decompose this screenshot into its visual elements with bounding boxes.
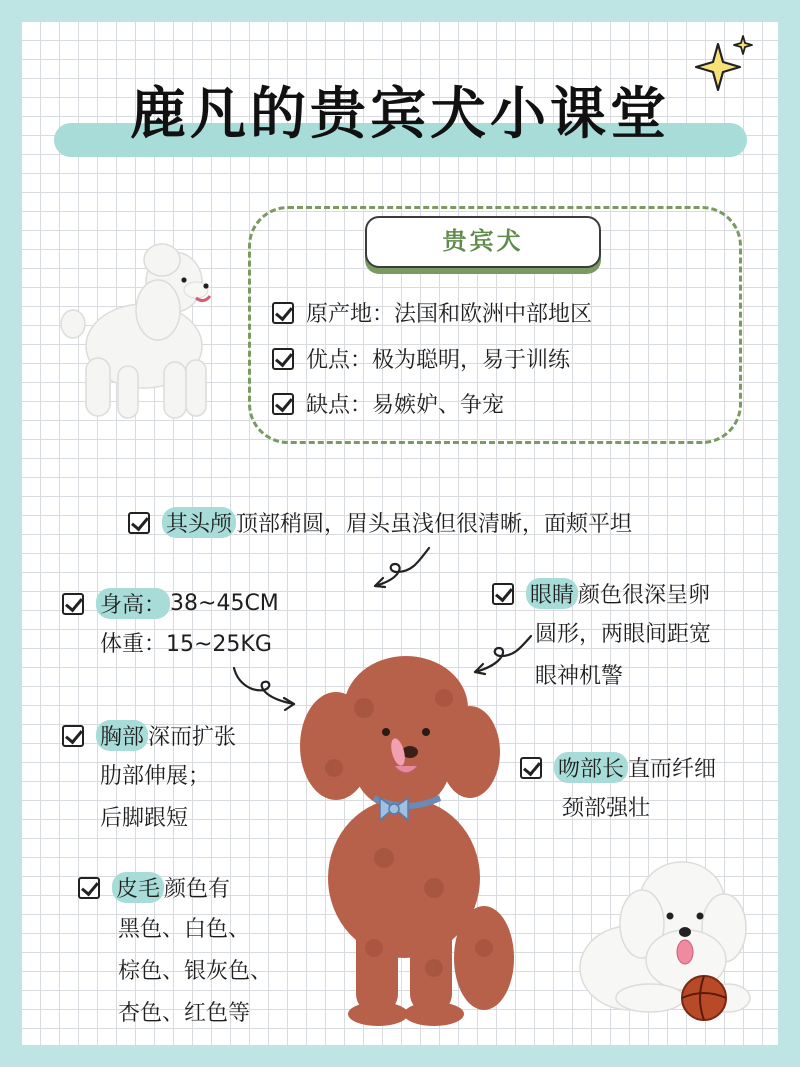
check-icon bbox=[62, 593, 84, 615]
curly-arrow-icon bbox=[367, 542, 437, 592]
trait-chest-line2: 肋部伸展； bbox=[100, 764, 211, 789]
white-poodle-with-ball-image bbox=[578, 848, 758, 1024]
trait-muzzle-highlight: 吻部长 bbox=[554, 752, 628, 783]
check-icon bbox=[520, 757, 542, 779]
trait-chest-line3: 后脚跟短 bbox=[100, 806, 189, 831]
sparkle-icon bbox=[688, 34, 758, 94]
trait-muzzle-text: 直而纤细 bbox=[628, 757, 717, 782]
info-item-label: 缺点：易嫉妒、争宠 bbox=[306, 393, 505, 418]
check-icon bbox=[272, 348, 294, 370]
info-item-pros bbox=[272, 343, 570, 374]
trait-chest-text: 深而扩张 bbox=[148, 725, 237, 750]
check-icon bbox=[492, 583, 514, 605]
trait-coat-line2: 黑色、白色、 bbox=[118, 917, 251, 942]
brown-poodle-image bbox=[294, 648, 518, 1028]
trait-head-text: 顶部稍圆，眉头虽浅但很清晰，面颊平坦 bbox=[236, 512, 633, 537]
trait-coat-text: 颜色有 bbox=[164, 877, 231, 902]
trait-coat bbox=[78, 872, 230, 903]
trait-chest-highlight: 胸部 bbox=[96, 720, 148, 751]
breed-tag: 贵宾犬 bbox=[365, 216, 601, 268]
trait-muzzle bbox=[520, 752, 716, 783]
trait-head-highlight: 其头颅 bbox=[162, 507, 236, 538]
trait-eyes bbox=[492, 578, 710, 609]
check-icon bbox=[272, 393, 294, 415]
poster-sheet bbox=[22, 22, 778, 1045]
info-item-origin bbox=[272, 297, 592, 328]
trait-eyes-line3: 眼神机警 bbox=[535, 664, 624, 689]
trait-coat-line3: 棕色、银灰色、 bbox=[118, 959, 273, 984]
trait-eyes-text: 颜色很深呈卵 bbox=[578, 583, 711, 608]
trait-coat-highlight: 皮毛 bbox=[112, 872, 164, 903]
trait-weight: 体重：15~25KG bbox=[100, 632, 272, 657]
trait-height bbox=[62, 588, 279, 619]
trait-height-value: 38~45CM bbox=[170, 591, 279, 616]
info-item-cons bbox=[272, 388, 504, 419]
trait-eyes-line2: 圆形，两眼间距宽 bbox=[535, 622, 712, 647]
trait-coat-line4: 杏色、红色等 bbox=[118, 1001, 251, 1026]
trait-height-highlight: 身高： bbox=[96, 588, 170, 619]
curly-arrow-icon bbox=[228, 662, 300, 712]
trait-chest bbox=[62, 720, 236, 751]
white-poodle-standing-image bbox=[46, 238, 216, 426]
info-item-label: 原产地：法国和欧洲中部地区 bbox=[306, 302, 593, 327]
check-icon bbox=[128, 512, 150, 534]
page-title: 鹿凡的贵宾犬小课堂 bbox=[130, 82, 670, 147]
check-icon bbox=[78, 877, 100, 899]
trait-head bbox=[128, 507, 632, 538]
trait-muzzle-line2: 颈部强壮 bbox=[562, 796, 651, 821]
check-icon bbox=[272, 302, 294, 324]
info-item-label: 优点：极为聪明，易于训练 bbox=[306, 348, 571, 373]
trait-eyes-highlight: 眼睛 bbox=[526, 578, 578, 609]
check-icon bbox=[62, 725, 84, 747]
